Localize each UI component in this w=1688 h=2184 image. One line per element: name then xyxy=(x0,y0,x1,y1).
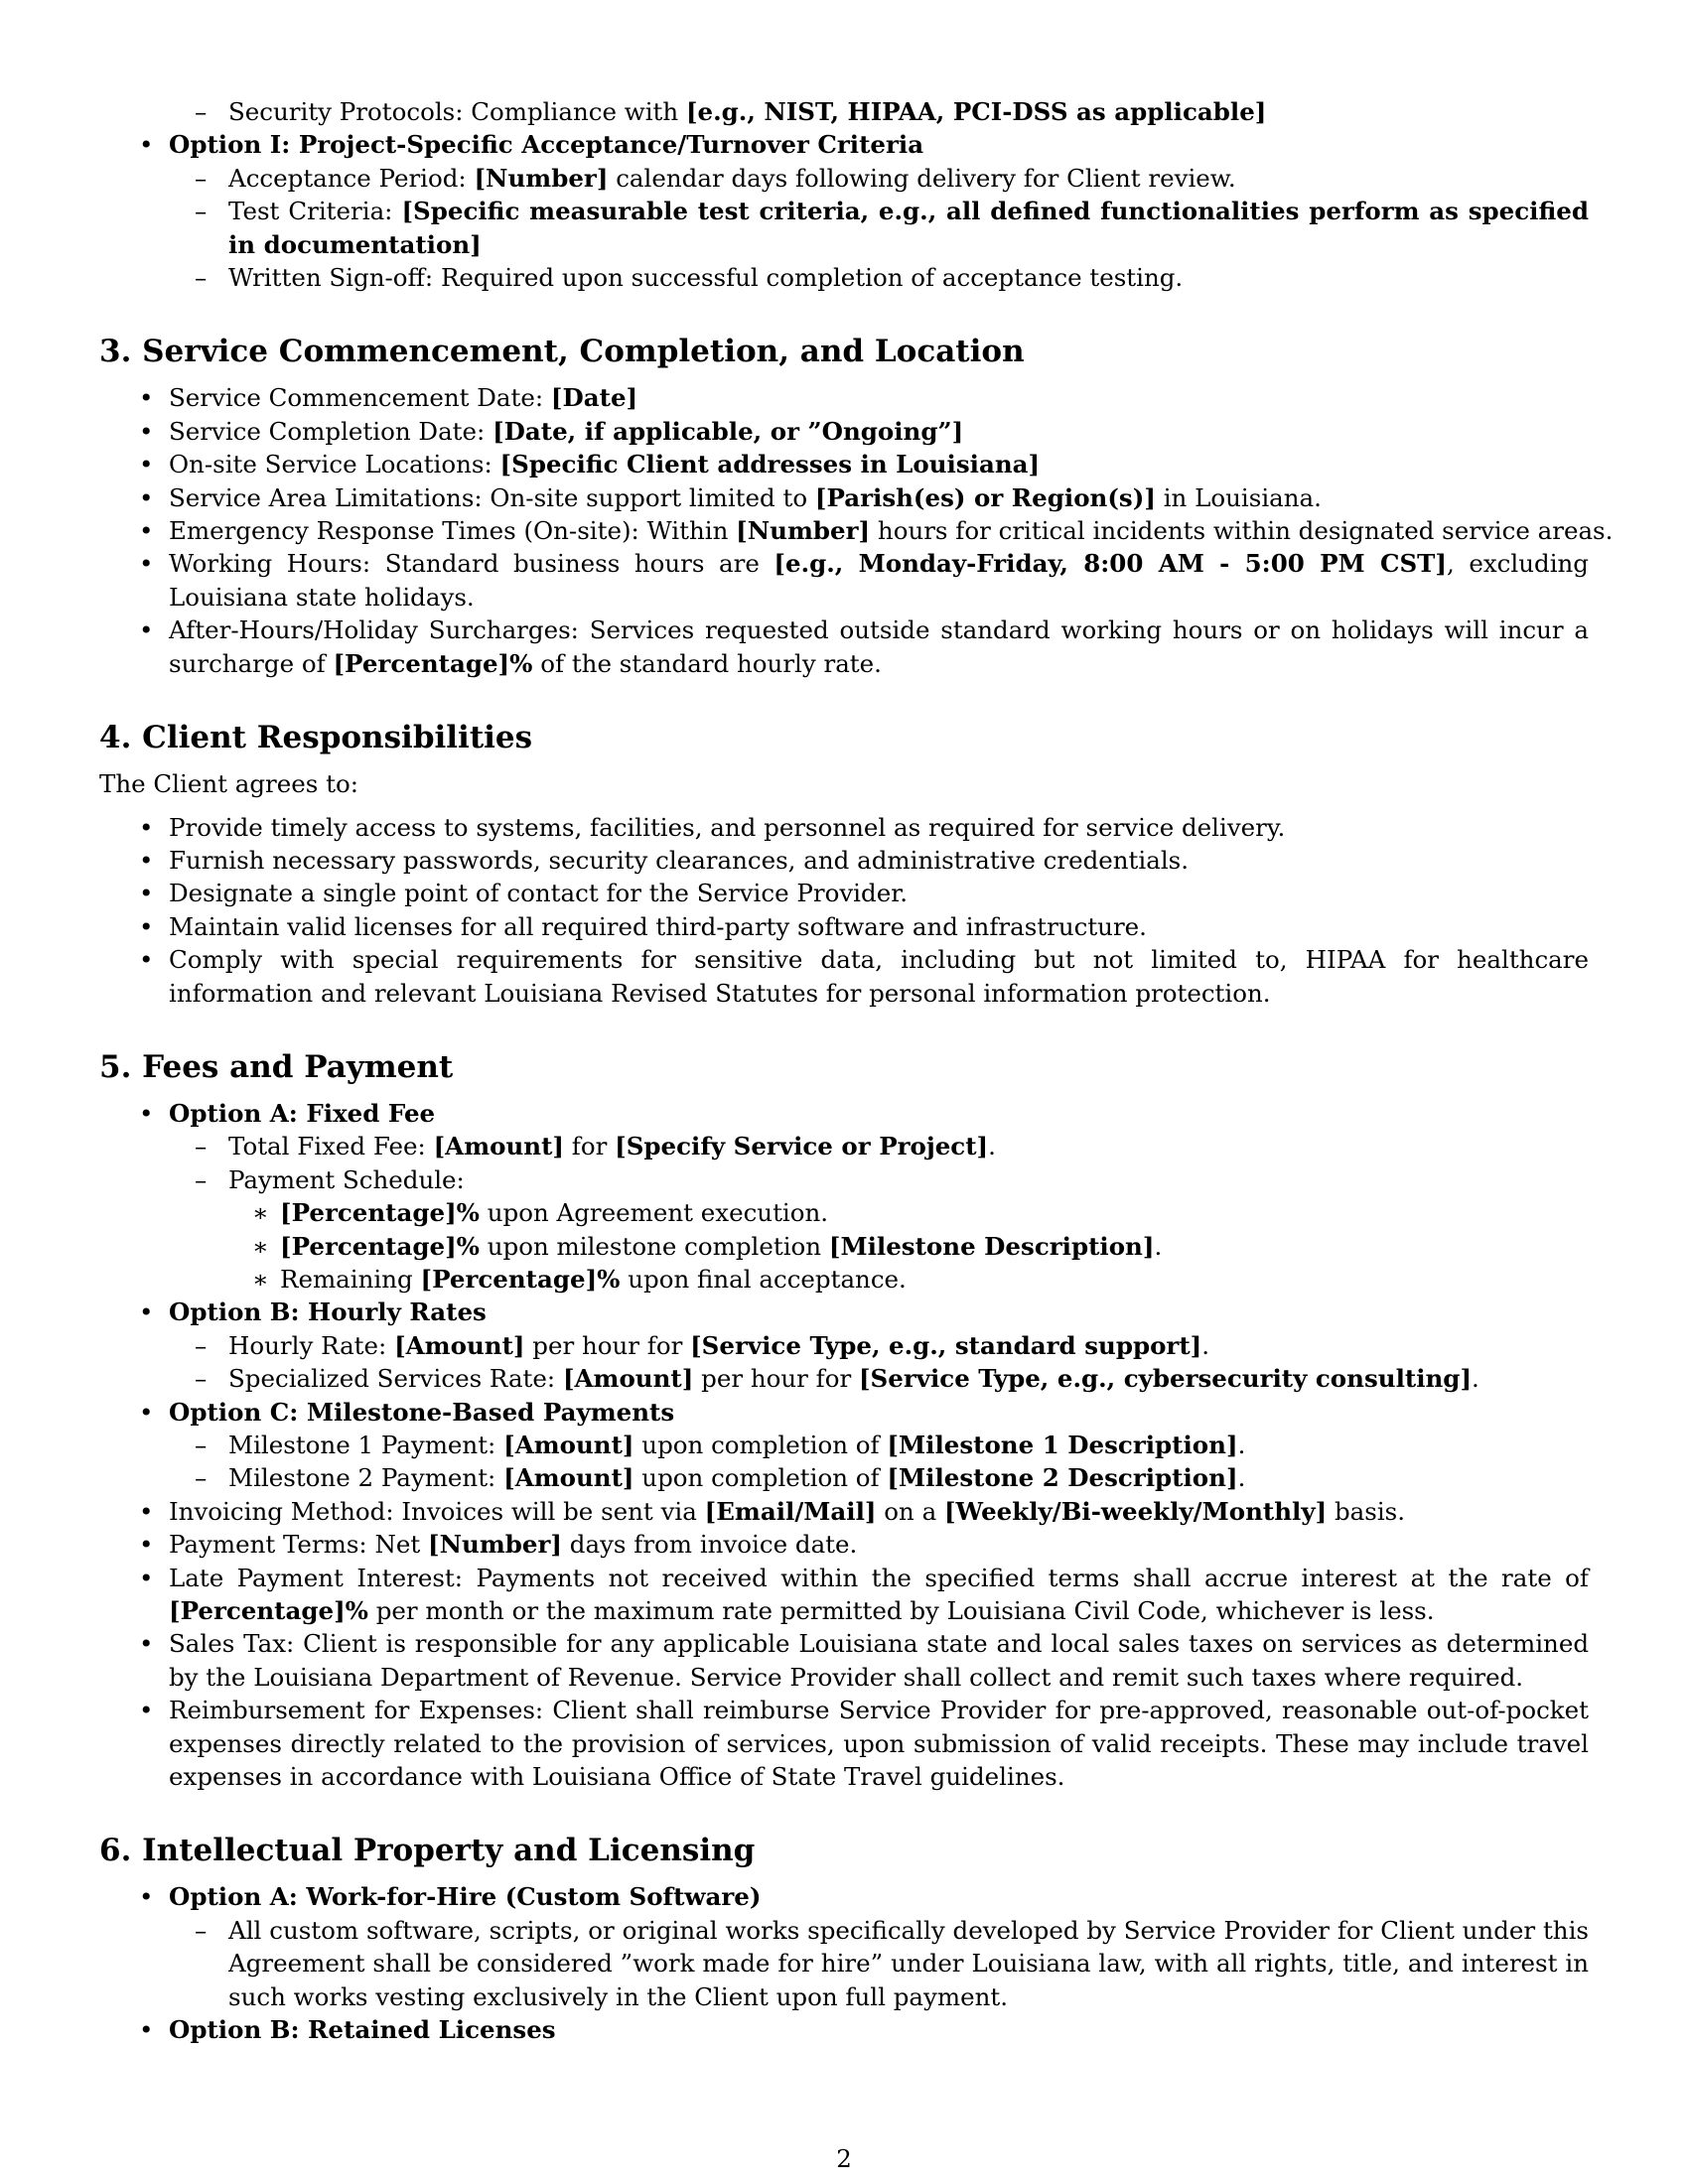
list-item: – Specialized Services Rate: [Amount] per hour for [Service Type, e.g., cybersecurity consulting]. xyxy=(195,1364,1479,1394)
list-item: – Payment Schedule: xyxy=(195,1164,465,1194)
list-item: ∗ [Percentage]% upon milestone completion [Milestone Description]. xyxy=(252,1231,1163,1261)
list-item: • Designate a single point of contact for the Service Provider. xyxy=(139,879,909,908)
list-item: ∗ [Percentage]% upon Agreement execution. xyxy=(252,1198,829,1228)
section-heading: 3. Service Commencement, Completion, and Location xyxy=(99,334,1025,370)
list-item: • Comply with special requirements for sensitive data, including but not limited to, HIPAA for healthcare information and relevant Louisiana Revised Statutes for personal information protection. xyxy=(139,945,1589,1008)
list-item: • Maintain valid licenses for all required third-party software and infrastructure. xyxy=(139,911,1147,941)
list-item: • Provide timely access to systems, facilities, and personnel as required for service delivery. xyxy=(139,812,1286,842)
list-item: • Reimbursement for Expenses: Client shall reimburse Service Provider for pre-approved, reasonable out-of-pocket expenses directly related to the provision of services, upon submission of valid receipts. These may include travel expenses in accordance with Louisiana Office of State Travel guidelines. xyxy=(139,1696,1589,1792)
list-item: – Acceptance Period: [Number] calendar days following delivery for Client review. xyxy=(195,163,1236,193)
list-item: • Invoicing Method: Invoices will be sent via [Email/Mail] on a [Weekly/Bi-weekly/Monthly] basis. xyxy=(139,1496,1406,1526)
section-intro: The Client agrees to: xyxy=(99,769,358,799)
list-item: • Service Completion Date: [Date, if applicable, or ”Ongoing”] xyxy=(139,416,964,446)
list-item: • Option I: Project-Specific Acceptance/Turnover Criteria xyxy=(139,130,924,160)
list-item: • Option B: Hourly Rates xyxy=(139,1297,487,1327)
list-item: – Hourly Rate: [Amount] per hour for [Service Type, e.g., standard support]. xyxy=(195,1330,1210,1360)
list-item: – Written Sign-off: Required upon successful completion of acceptance testing. xyxy=(195,263,1184,293)
document-page xyxy=(99,95,1614,2047)
list-item: – Milestone 1 Payment: [Amount] upon completion of [Milestone 1 Description]. xyxy=(195,1431,1246,1459)
list-item: • Sales Tax: Client is responsible for any applicable Louisiana state and local sales taxes on services as determined by the Louisiana Department of Revenue. Service Provider shall collect and remit such taxes where required. xyxy=(139,1629,1589,1692)
list-item: • Late Payment Interest: Payments not received within the specified terms shall accrue interest at the rate of [Percentage]% per month or the maximum rate permitted by Louisiana Civil Code, whichever is less. xyxy=(139,1563,1589,1626)
list-item: • Option C: Milestone-Based Payments xyxy=(139,1397,675,1427)
list-item: ∗ Remaining [Percentage]% upon final acceptance. xyxy=(252,1264,907,1294)
section-heading: 4. Client Responsibilities xyxy=(99,720,533,756)
list-item: • After-Hours/Holiday Surcharges: Services requested outside standard working hours or on holidays will incur a surcharge of [Percentage]% of the standard hourly rate. xyxy=(139,615,1589,678)
list-item: • Option A: Fixed Fee xyxy=(139,1098,436,1128)
option-title: Option I: Project-Specific Acceptance/Turnover Criteria xyxy=(169,130,924,160)
page-number: 2 xyxy=(836,2144,852,2173)
list-item: • Service Area Limitations: On-site support limited to [Parish(es) or Region(s)] in Louisiana. xyxy=(139,482,1322,512)
section-heading: 5. Fees and Payment xyxy=(99,1048,454,1085)
list-item: – Test Criteria: [Specific measurable test criteria, e.g., all defined functionalities perform as specified in documentation] xyxy=(195,197,1589,259)
list-item: • Payment Terms: Net [Number] days from invoice date. xyxy=(139,1530,858,1560)
list-item: – Total Fixed Fee: [Amount] for [Specify Service or Project]. xyxy=(195,1132,996,1161)
list-item: • Service Commencement Date: [Date] xyxy=(139,383,638,413)
list-item: • Option B: Retained Licenses xyxy=(139,2015,556,2045)
list-item: • On-site Service Locations: [Specific Client addresses in Louisiana] xyxy=(139,450,1041,479)
list-item: – Security Protocols: Compliance with [e.g., NIST, HIPAA, PCI-DSS as applicable] xyxy=(195,97,1267,126)
list-item: • Working Hours: Standard business hours are [e.g., Monday-Friday, 8:00 AM - 5:00 PM CST], excluding Louisiana state holidays. xyxy=(139,549,1589,612)
list-item: – Milestone 2 Payment: [Amount] upon completion of [Milestone 2 Description]. xyxy=(195,1463,1246,1493)
section-heading: 6. Intellectual Property and Licensing xyxy=(99,1833,756,1869)
list-item: • Option A: Work-for-Hire (Custom Software) xyxy=(139,1882,762,1912)
list-item: • Furnish necessary passwords, security clearances, and administrative credentials. xyxy=(139,845,1190,875)
list-item: – All custom software, scripts, or original works specifically developed by Service Provider for Client under this Agreement shall be considered ”work made for hire” under Louisiana law, with all rights, title, and interest in such works vesting exclusively in the Client upon full payment. xyxy=(195,1915,1589,2011)
list-item: • Emergency Response Times (On-site): Within [Number] hours for critical incidents within designated service areas. xyxy=(139,516,1614,546)
